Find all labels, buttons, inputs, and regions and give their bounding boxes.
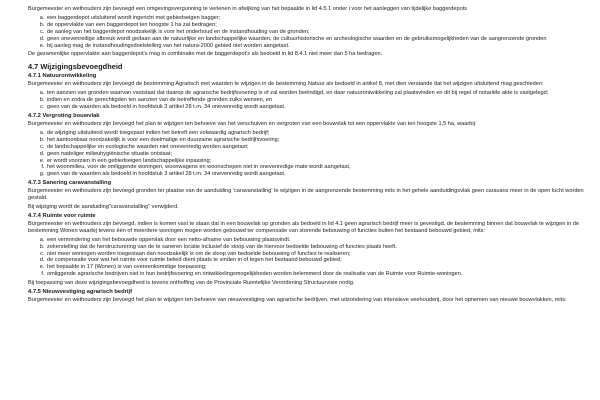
subsection-heading-475: 4.7.5 Nieuwvestiging agrarisch bedrijf [28,289,133,296]
list-item: e. het bepaalde in 17 (Wonen) is van overeenkomstige toepassing; [46,264,600,271]
list-item: b. indien en zodra de gerechtigden ten aanzien van de betreffende gronden zulks wensen, en [46,97,600,104]
list-item: g. geen van de waarden als bedoeld in hoofdstuk 3 artikel 28 t.m. 34 onevenredig wordt aangetast. [46,171,600,178]
list-item: d. de compensatie voor wat het ruimte voor ruimte beleid dient plaats te vinden in of tegen het bestaand bebouwd gebied; [46,257,600,264]
list-item: d. geen nadeliger milieuhygiënische situatie ontstaat; [46,151,600,158]
list-item: c. de landschappelijke en ecologische waarden niet onevenredig worden aangetast; [46,144,600,151]
list-item: b. zekerstelling dat de herstructurering van de te saneren locatie inclusief de sloop van de hiervoor bedoelde bebouwing of functies plaats heeft. [46,244,600,251]
subsection-heading-474: 4.7.4 Ruimte voor ruimte [28,212,96,219]
paragraph-471: Burgemeester en wethouders zijn bevoegd de bestemming Agrarisch met waarden te wijzigen in de bestemming Natuur als bedoeld in artikel 8, met dien verstande dat het wijzigen uitsluitend mag geschieden: [28,81,544,88]
paragraph-475: Burgemeester en wethouders zijn bevoegd het plan te wijzigen ten behoeve van nieuwvestiging van agrarische bedrijven, met uitzondering van intensieve veehouderij, door het opnemen van nieuwe bouwvlakken, mits: [28,297,567,304]
list-474 [28,237,600,278]
list-471 [28,90,600,111]
subsection-heading-472: 4.7.2 Vergroting bouwvlak [28,112,100,119]
paragraph-472: Burgemeester en wethouders zijn bevoegd het plan te wijzigen ten behoeve van het verschuiven en vergroten van een bouwvlak tot een oppervlakte van ten hoogste 1,5 ha, waarbij: [28,120,477,127]
list-item: a. de wijziging uitsluitend wordt toegepast indien het betreft een volwaardig agrarisch bedrijf; [46,130,600,137]
subsection-heading-471: 4.7.1 Natuurontwikkeling [28,73,97,80]
list-item: f. omliggende agrarische bedrijven niet in hun bedrijfsvoering en ontwikkelingsmogelijkheden worden belemmerd door de realisatie van de Ruimte voor Ruimte-woningen. [46,271,600,278]
document-page [28,0,600,400]
list-item: a. ten aanzien van gronden waarvan vaststaat dat daarop de agrarische bedrijfsvoering is of zal worden beëindigd, en daar natuurontwikkeling zal plaatsvinden en dit bij regel of notariële akte is vastgelegd; [46,90,600,97]
list-472 [28,130,600,178]
list-item: e. bij aanleg mag de instandhoudingsdoelstelling van het natura-2000 gebied niet worden aangetast. [46,43,600,50]
paragraph-474: Burgemeester en wethouders zijn bevoegd, indien is komen vast te staan dat in een bouwvlak op gronden als bedoeld in lid 4.1 geen agrarisch bedrijf meer is gevestigd, de bestemming binnen dat bouwvlak te wijzigen in de bestemming Wonen waarbij tevens één of meerdere woningen mogen worden gebouwd ter compensatie van storende bebouwing of functies buiten het bestaand bebouwd gebied, mits: [28,220,580,234]
list-item: c. niet meer woningen worden toegestaan dan noodzakelijk is om de sloop van bedoelde bebouwing of functies te realiseren; [46,251,600,258]
paragraph-473: Burgemeester en wethouders zijn bevoegd gronden ter plaatse van de aanduiding 'caravanstalling' te wijzigen in de aangrenzende bestemming mits in het gehele aanduidingsvlak geen caravans meer in de open lucht worden gestald. [28,188,584,202]
list-item: b. het aantoonbaar noodzakelijk is voor een doelmatige en duurzame agrarische bedrijfsvoering; [46,137,600,144]
intro-list [28,15,600,50]
intro-paragraph-2: De gezamenlijke oppervlakte aan baggerdepot's mag in combinatie met de baggerdepot's als bedoeld in lid 8.4.1 niet meer dan 5 ha bedragen. [28,51,383,58]
paragraph-473-2: Bij wijziging wordt de aanduiding"caravanstalling" verwijderd. [28,204,179,211]
list-item: c. geen van de waarden als bedoeld in hoofdstuk 3 artikel 28 t.m. 34 onevenredig wordt aangetast. [46,104,600,111]
intro-paragraph: Burgemeester en wethouders zijn bevoegd een omgevingsvergunning te verlenen in afwijking van het bepaalde in lid 4.5.1 onder i voor het aanleggen van tijdelijke baggerdepots [28,6,468,12]
list-item: c. de aanleg van het baggerdepot noodzakelijk is voor het onderhoud en de instandhouding van de gronden; [46,29,600,36]
list-item: d. geen onevenredige afbreuk wordt gedaan aan de natuurlijke en landschappelijke waarden, de cultuurhistorische en archeologische waarden en de gebruiksmogelijkheden van de aangrenzende gronden [46,36,600,43]
list-item: a. een baggerdepot uitsluitend wordt ingericht met gebiedseigen bagger; [46,15,600,22]
section-heading: 4.7 Wijzigingsbevoegdheid [28,62,123,72]
list-item: f. het woonmilieu, voor de omliggende woningen, woonwagens en woonschepen niet in onevenredige mate wordt aangetast, [46,164,600,171]
list-item: e. er wordt voorzien in een gebiedseigen landschappelijke inpassing; [46,158,600,165]
paragraph-474-2: Bij toepassing van deze wijzigingsbevoegdheid is tevens onthoffing van de Provinciale Ruimtelijke Verordening Structuurvisie nodig. [28,280,355,287]
list-item: b. de oppervlakte van een baggerdepot ten hoogste 1 ha zal bedragen; [46,22,600,29]
subsection-heading-473: 4.7.3 Sanering caravanstalling [28,180,112,187]
list-item: a. een vermindering van het bebouwde oppervlak door een netto-afname van bebouwing plaatsvindt. [46,237,600,244]
